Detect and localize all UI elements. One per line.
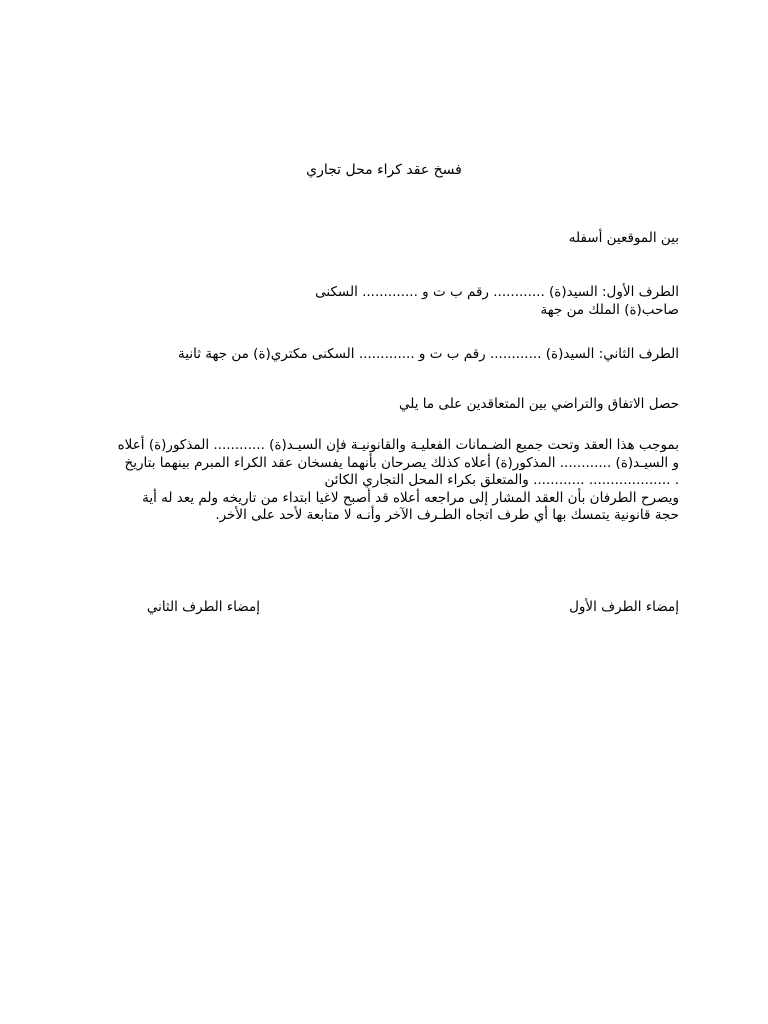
contract-body xyxy=(87,437,679,525)
signature-first-party: إمضاء الطرف الأول xyxy=(569,599,679,615)
signature-second-party: إمضاء الطرف الثاني xyxy=(146,599,260,615)
between-signatories: بين الموقعين أسفله xyxy=(568,230,679,246)
body-line-1: بموجب هذا العقد وتحت جميع الضـمانات الفعليـة والقانونيـة فإن السيـد(ة) ............ المذكور(ة) أعلاه xyxy=(117,437,679,453)
party-one-line-1: الطرف الأول: السيد(ة) ............ رقم ب ت و ............. السكنى xyxy=(315,284,679,300)
body-line-2: و السيـد(ة) ............ المذكور(ة) أعلاه كذلك يصرحان بأنهما يفسخان عقد الكراء المبرم بينهما بتاريخ xyxy=(124,454,679,471)
body-line-5: حجة قانونية يتمسك بها أي طرف اتجاه الطـرف الآخر وأنـه لا متابعة لأحد على الأخر. xyxy=(215,507,679,523)
agreement-intro: حصل الاتفاق والتراضي بين المتعاقدين على ما يلي xyxy=(399,396,679,412)
document-title: فسخ عقد كراء محل تجاري xyxy=(306,162,462,178)
party-two-line-1: الطرف الثاني: السيد(ة) ............ رقم ب ت و ............. السكنى مكتري(ة) من جهة ثانية xyxy=(178,346,679,362)
party-one-line-2: صاحب(ة) الملك من جهة xyxy=(540,302,679,318)
body-line-3: . ................... ............ والمتعلق بكراء المحل التجاري الكائن xyxy=(324,472,679,488)
body-line-4: ويصرح الطرفان بأن العقد المشار إلى مراجعه أعلاه قد أصبح لاغيا ابتداء من تاريخه ولم يعد له أية xyxy=(142,489,679,506)
